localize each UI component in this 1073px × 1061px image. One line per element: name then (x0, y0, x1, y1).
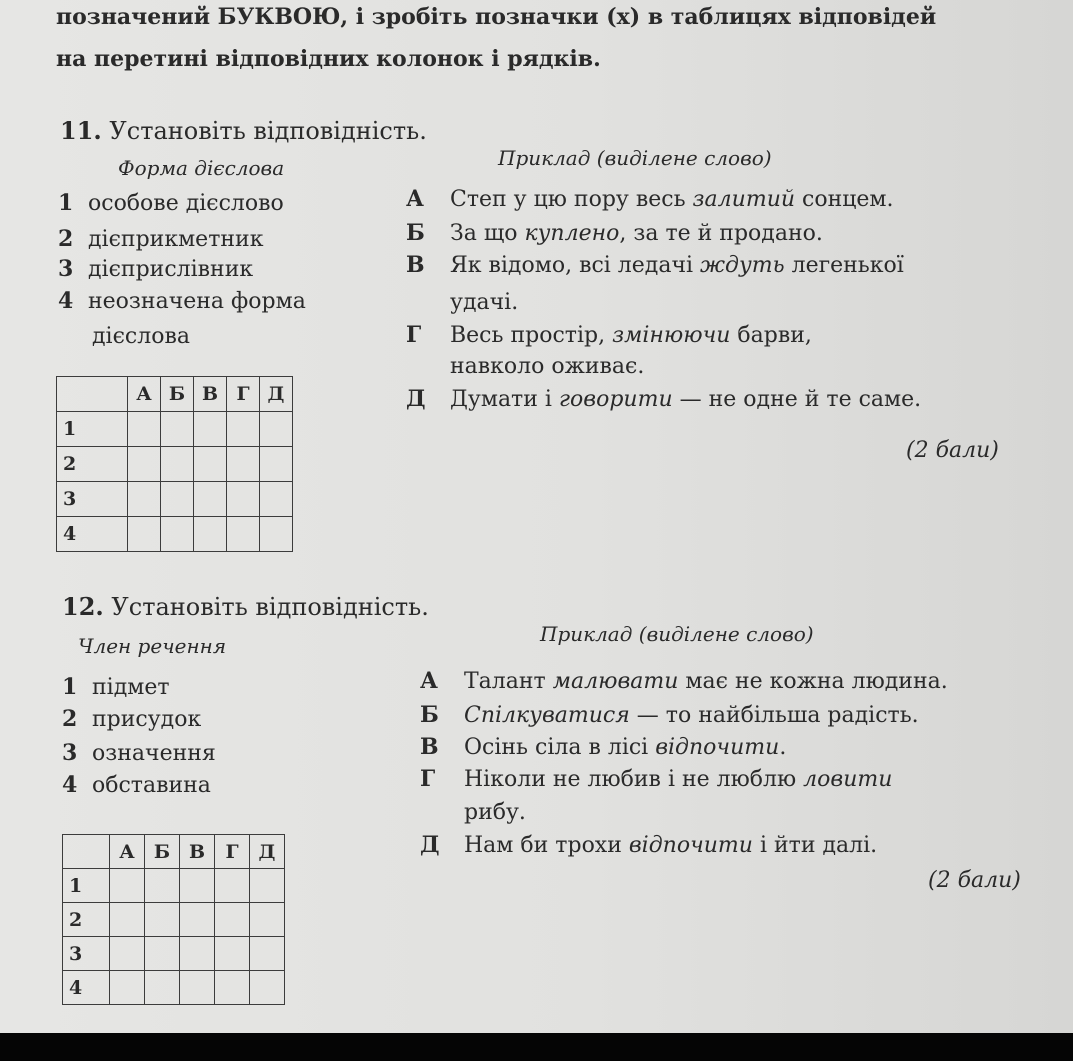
grid-col-header: А (128, 377, 161, 412)
grid-corner-cell (57, 377, 128, 412)
answer-cell[interactable] (161, 447, 194, 482)
q12-option-a: А Талант малювати має не кожна людина. (420, 668, 948, 694)
answer-cell[interactable] (180, 869, 215, 903)
q11-answer-grid (56, 376, 293, 552)
q12-number: 12. (62, 592, 104, 621)
answer-cell[interactable] (260, 447, 293, 482)
answer-cell[interactable] (180, 937, 215, 971)
grid-row-header: 2 (63, 903, 110, 937)
answer-cell[interactable] (110, 971, 145, 1005)
answer-cell[interactable] (128, 447, 161, 482)
q12-option-d: Д Нам би трохи відпочити і йти далі. (420, 832, 878, 858)
q11-title: Установіть відповідність. (109, 117, 427, 145)
grid-row-header: 4 (63, 971, 110, 1005)
q11-number: 11. (60, 116, 102, 145)
grid-col-header: Г (227, 377, 260, 412)
grid-col-header: В (180, 835, 215, 869)
answer-cell[interactable] (110, 903, 145, 937)
grid-col-header: Д (250, 835, 285, 869)
answer-cell[interactable] (161, 412, 194, 447)
q11-left-item: 4 неозначена форма (58, 288, 306, 314)
answer-cell[interactable] (194, 517, 227, 552)
answer-cell[interactable] (250, 971, 285, 1005)
q12-answer-grid (62, 834, 285, 1005)
answer-cell[interactable] (215, 971, 250, 1005)
answer-cell[interactable] (260, 517, 293, 552)
answer-cell[interactable] (161, 517, 194, 552)
q11-points: (2 бали) (906, 438, 999, 463)
answer-cell[interactable] (215, 869, 250, 903)
q11-option-g: Г Весь простір, змінюючи барви, (406, 322, 812, 348)
answer-cell[interactable] (194, 412, 227, 447)
q12-left-item: 1 підмет (62, 674, 170, 700)
grid-col-header: В (194, 377, 227, 412)
q12-left-item: 2 присудок (62, 706, 202, 732)
q12-right-header: Приклад (виділене слово) (540, 622, 814, 646)
q12-option-v: В Осінь сіла в лісі відпочити. (420, 734, 787, 760)
q11-left-item-cont: дієслова (92, 324, 190, 349)
grid-row-header: 4 (57, 517, 128, 552)
answer-cell[interactable] (128, 412, 161, 447)
q12-left-header: Член речення (78, 634, 227, 658)
q12-left-item: 4 обставина (62, 772, 211, 798)
answer-cell[interactable] (227, 482, 260, 517)
q11-right-header: Приклад (виділене слово) (498, 146, 772, 170)
q11-option-b: Б За що куплено, за те й продано. (406, 220, 823, 246)
grid-row-header: 1 (57, 412, 128, 447)
grid-row-header: 3 (63, 937, 110, 971)
answer-cell[interactable] (145, 869, 180, 903)
answer-cell[interactable] (194, 482, 227, 517)
q11-option-v: В Як відомо, всі ледачі ждуть легенької (406, 252, 904, 278)
answer-cell[interactable] (145, 903, 180, 937)
grid-col-header: Г (215, 835, 250, 869)
q11-option-d: Д Думати і говорити — не одне й те саме. (406, 386, 922, 412)
q12-option-g: Г Ніколи не любив і не люблю ловити (420, 766, 893, 792)
q11-left-item: 2 дієприкметник (58, 226, 264, 252)
grid-row-header: 2 (57, 447, 128, 482)
grid-corner-cell (63, 835, 110, 869)
grid-col-header: А (110, 835, 145, 869)
answer-cell[interactable] (215, 903, 250, 937)
q11-left-item: 1 особове дієслово (58, 190, 284, 216)
answer-cell[interactable] (180, 971, 215, 1005)
answer-cell[interactable] (260, 482, 293, 517)
grid-row-header: 3 (57, 482, 128, 517)
q12-points: (2 бали) (928, 868, 1021, 893)
q12-title: Установіть відповідність. (111, 593, 429, 621)
answer-cell[interactable] (128, 482, 161, 517)
answer-cell[interactable] (194, 447, 227, 482)
grid-row-header: 1 (63, 869, 110, 903)
q11-option-g-cont: навколо оживає. (450, 354, 645, 379)
q11-heading (60, 116, 427, 145)
answer-cell[interactable] (260, 412, 293, 447)
answer-cell[interactable] (227, 447, 260, 482)
answer-cell[interactable] (145, 937, 180, 971)
q12-heading (62, 592, 429, 621)
intro-line-1: позначений БУКВОЮ, і зробіть позначки (x) в таблицях відповідей (56, 4, 937, 30)
answer-cell[interactable] (110, 869, 145, 903)
q11-left-header: Форма дієслова (118, 156, 285, 180)
answer-cell[interactable] (215, 937, 250, 971)
answer-cell[interactable] (161, 482, 194, 517)
q12-left-item: 3 означення (62, 740, 216, 766)
answer-cell[interactable] (227, 412, 260, 447)
grid-col-header: Б (145, 835, 180, 869)
q12-option-g-cont: рибу. (464, 800, 526, 825)
q11-option-a: А Степ у цю пору весь залитий сонцем. (406, 186, 894, 212)
answer-cell[interactable] (250, 937, 285, 971)
answer-cell[interactable] (250, 869, 285, 903)
grid-col-header: Д (260, 377, 293, 412)
q11-left-item: 3 дієприслівник (58, 256, 254, 282)
answer-cell[interactable] (110, 937, 145, 971)
answer-cell[interactable] (180, 903, 215, 937)
bottom-black-bar (0, 1033, 1073, 1061)
answer-cell[interactable] (250, 903, 285, 937)
grid-col-header: Б (161, 377, 194, 412)
q12-option-b: Б Спілкуватися — то найбільша радість. (420, 702, 919, 728)
q11-option-v-cont: удачі. (450, 290, 519, 315)
answer-cell[interactable] (227, 517, 260, 552)
answer-cell[interactable] (128, 517, 161, 552)
intro-line-2: на перетині відповідних колонок і рядків. (56, 46, 601, 72)
answer-cell[interactable] (145, 971, 180, 1005)
